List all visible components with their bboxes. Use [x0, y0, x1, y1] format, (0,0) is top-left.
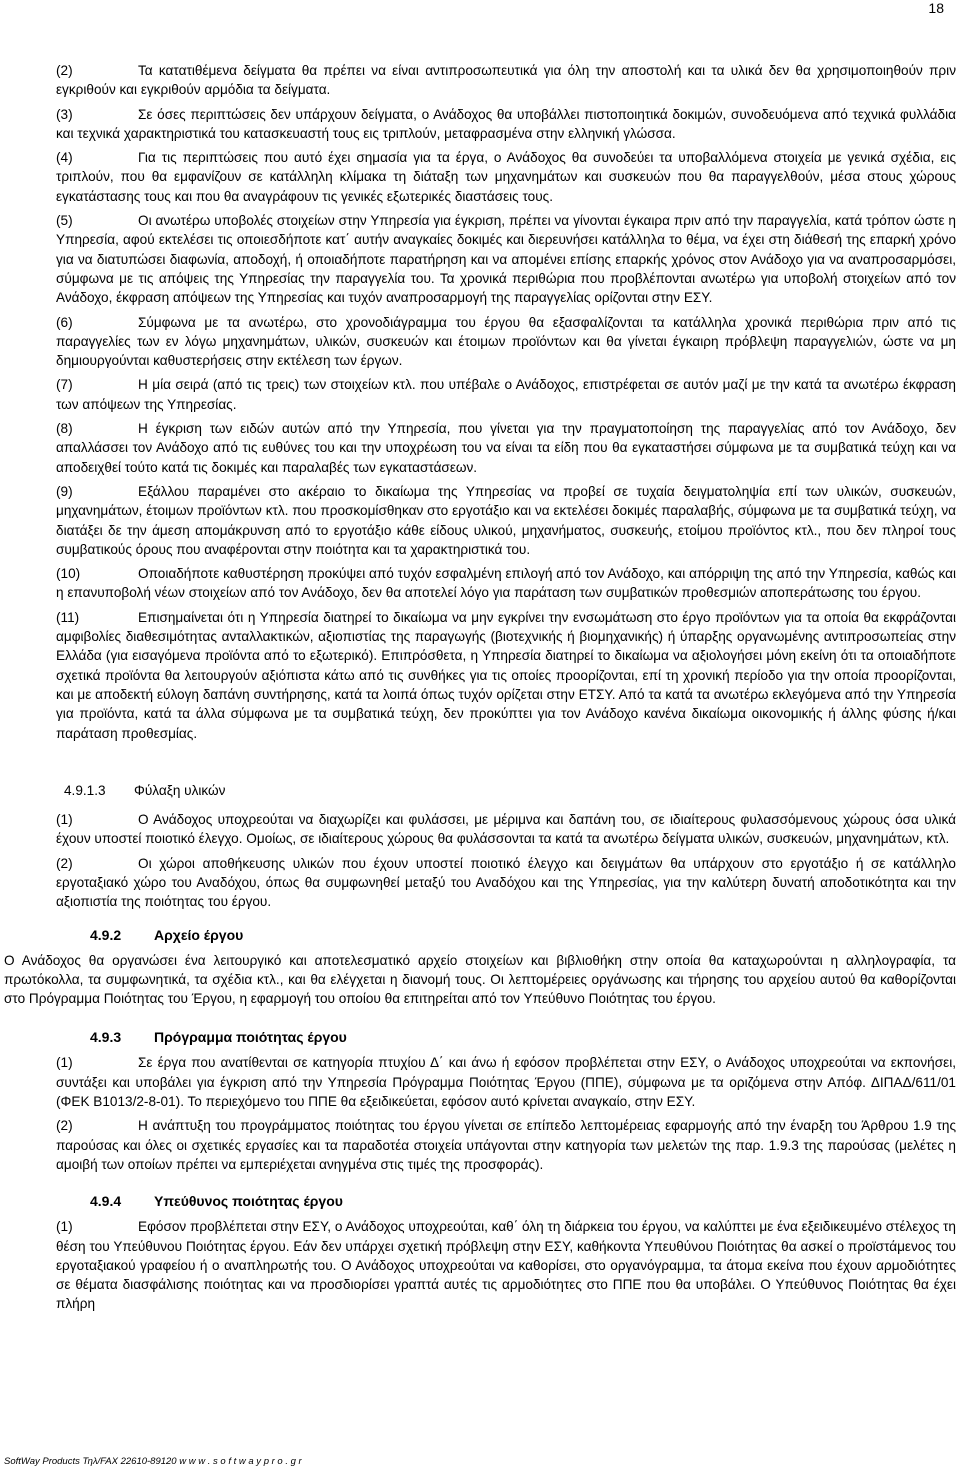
paragraph: (1) Σε έργα που ανατίθενται σε κατηγορία πτυχίου Δ΄ και άνω ή εφόσον προβλέπεται στην ΕΣΥ, ο Ανάδοχος υποχρεούται να εκπονήσει, συντάξει και υποβάλει για έγκριση από την Υπηρεσία Πρόγραμμα Ποιότητας Έργου (ΠΠΕ), σύμφωνα με τα οριζόμενα στην Απόφ. ΔΙΠΑΔ/611/01 (ΦΕΚ Β1013/2-8-01). Το περιεχόμενο του ΠΠΕ θα εξειδικεύεται, εφόσον αυτό κρίνεται αναγκαίο, στην ΕΣΥ. — [56, 1055, 956, 1110]
paragraph: (3) Σε όσες περιπτώσεις δεν υπάρχουν δείγματα, ο Ανάδοχος θα υποβάλλει πιστοποιητικά δοκιμών, συνοδευόμενα από τεχνικά φυλλάδια και τεχνικά χαρακτηριστικά του κατασκευαστή τους εις τριπλούν, μεταφρασμένα στην ελληνική γλώσσα. — [56, 106, 956, 141]
paragraph: (6) Σύμφωνα με τα ανωτέρω, στο χρονοδιάγραμμα του έργου θα εξασφαλίζονται τα κατάλληλα χρονικά περιθώρια πριν από τις παραγγελίες των εν λόγω μηχανημάτων, υλικών, συσκευών και έτοιμων προϊόντων και θα γίνεται έγκαιρη πρόβλεψη παραγγελιών, ώστε να μη δημιουργούνται καθυστερήσεις στην εκτέλεση των έργων. — [56, 314, 956, 369]
section-heading: 4.9.2 Αρχείο έργου — [90, 926, 244, 943]
paragraph: (9) Εξάλλου παραμένει στο ακέραιο το δικαίωμα της Υπηρεσίας να προβεί σε τυχαία δειγματοληψία επί των υλικών, συσκευών, μηχανημάτων, έτοιμων προϊόντων κτλ. που προσκομίσθηκαν στο εργοτάξιο και να εκτελέσει δοκιμές παραλαβής, σύμφωνα με τα συμβατικά τεύχη, να διατάξει δε την άμεση απομάκρυνση από το εργοτάξιο κάθε είδους υλικού, μηχανήματος, συσκευής, ετοίμου προϊόντος κτλ., που δεν πληροί τους συμβατικούς όρους που αναφέρονται στην ποιότητα και τα χαρακτηριστικά του. — [56, 483, 956, 557]
paragraph: (1) Ο Ανάδοχος υποχρεούται να διαχωρίζει και φυλάσσει, με μέριμνα και δαπάνη του, σε ιδιαίτερους φυλασσόμενους χώρους όσα υλικά έχουν υποστεί ποιοτικό έλεγχο. Ομοίως, σε ιδιαίτερους χώρους θα φυλάσσονται τα κατά τα ανωτέρω δείγματα υλικών, συσκευών, μηχανημάτων, κτλ. — [56, 812, 956, 847]
paragraph: (2) Η ανάπτυξη του προγράμματος ποιότητας του έργου γίνεται σε επίπεδο λεπτομέρειας εφαρμογής από την έναρξη του Άρθρου 1.9 της παρούσας και όλες οι σχετικές εργασίες και τα παραδοτέα στοιχεία υπάγονται στην κατηγορία των μελετών της παρ. 1.9.3 της παρούσας (μελέτες η αμοιβή των οποίων πρέπει να εμπεριέχεται ανηγμένα στις τιμές της προσφοράς). — [56, 1118, 956, 1172]
paragraph: (11) Επισημαίνεται ότι η Υπηρεσία διατηρεί το δικαίωμα να μην εγκρίνει την ενσωμάτωση στο έργο προϊόντων για τα οποία θα εκφράζονται αμφιβολίες διαθεσιμότητας ανταλλακτικών, αξιοπιστίας της παραγωγής (βιοτεχνικής ή βιομηχανικής) ή ύπαρξης οργανωμένης αντιπροσωπείας στην Ελλάδα (για εισαγόμενα προϊόντα από το εξωτερικό). Επιπρόσθετα, η Υπηρεσία διατηρεί το δικαίωμα να αξιολογήσει μόνη εκείνη ότι τα οποιαδήποτε σχετικά προϊόντα θα λειτουργούν αξιόπιστα κάτω από τις συνθήκες για τις οποίες προορίζονται, επί τη χρονική περίοδο για την οποία προορίζονται, και με αποδεκτή εύλογη δαπάνη συντήρησης, κατά τα λοιπά όπως τυχόν ορίζεται στην ΕΤΣΥ. Από τα κατά τα ανωτέρω εκλεγόμενα από την Υπηρεσία για προϊόντα, κατά τα άλλα σύμφωνα με τα συμβατικά τεύχη, δεν προκύπτει για τον Ανάδοχο κανένα δικαίωμα οικονομικής ή άλλης φύσης ή/και παράταση προθεσμίας. — [56, 609, 956, 741]
footer: SoftWay Products Τηλ/FAX 22610-89120 w w w . s o f t w a y p r o . g r — [4, 1456, 302, 1467]
section-heading: 4.9.4 Υπεύθυνος ποιότητας έργου — [90, 1193, 343, 1210]
paragraph: (10) Οποιαδήποτε καθυστέρηση προκύψει από τυχόν εσφαλμένη επιλογή από τον Ανάδοχο, και απόρριψη της από την Υπηρεσία, καθώς και η επανυποβολή νέων στοιχείων από τον Ανάδοχο, δεν θα αποτελεί λόγο για παράταση των συμβατικών προθεσμιών αποπεράτωσης του έργου. — [56, 566, 956, 601]
paragraph — [56, 748, 956, 767]
paragraph: (8) Η έγκριση των ειδών αυτών από την Υπηρεσία, που γίνεται για την πραγματοποίηση της παραγγελίας από τον Ανάδοχο, δεν απαλλάσσει τον Ανάδοχο από τις ευθύνες του και την υποχρέωση του να είναι τα είδη που θα εγκαταστήσει σύμφωνα με τα συμβατικά τεύχη και να αποδειχθεί τούτο κατά τις δοκιμές και παραλαβές των εγκαταστάσεων. — [56, 421, 956, 475]
paragraph: (1) Εφόσον προβλέπεται στην ΕΣΥ, ο Ανάδοχος υποχρεούται, καθ΄ όλη τη διάρκεια του έργου, να καλύπτει με ένα εξειδικευμένο στέλεχος τη θέση του Υπεύθυνου Ποιότητας έργου. Εάν δεν υπάρχει σχετική πρόβλεψη στην ΕΣΥ, καθήκοντα Υπευθύνου Ποιότητας θα ασκεί ο προϊστάμενος του εργοταξιακού γραφείου ή ο αναπληρωτής του. Ο Ανάδοχος υποχρεούται να καθορίσει, στο οργανόγραμμα, τα άτομα εκείνα που έχουν αρμοδιότητες σε θέματα διασφάλισης ποιότητας και να προσδιορίσει γραπτά αυτές τις αρμοδιότητες στο ΠΠΕ που θα υποβάλει. Ο Υπεύθυνος Ποιότητας θα έχει πλήρη — [56, 1219, 956, 1312]
paragraph: (5) Οι ανωτέρω υποβολές στοιχείων στην Υπηρεσία για έγκριση, πρέπει να γίνονται έγκαιρα πριν από την παραγγελία, κατά τρόπον ώστε η Υπηρεσία, αφού εκτελέσει τις οποιεσδήποτε κατ΄ αυτήν αναγκαίες δοκιμές και διερευνήσει κατάλληλα το θέμα, να έχει στη διάθεσή της επαρκή χρόνο για να διατυπώσει διαφωνία, αποδοχή, ή οποιαδήποτε παρατήρηση και να απομένει επίσης επαρκής χρόνος στον Ανάδοχο για να αναπροσαρμόσει, σύμφωνα με τις απόψεις της Υπηρεσίας την παραγγελία του. Τα χρονικά περιθώρια που προβλέπονται ανωτέρω για υποβολή στοιχείων από τον Ανάδοχο, έκφραση απόψεων της Υπηρεσίας και τυχόν αναπροσαρμογή της παραγγελίας ορίζονται στην ΕΣΥ. — [56, 213, 956, 306]
paragraph: (7) Η μία σειρά (από τις τρεις) των στοιχείων κτλ. που υπέβαλε ο Ανάδοχος, επιστρέφεται σε αυτόν μαζί με την κατά τα ανωτέρω έκφραση των απόψεων της Υπηρεσίας. — [56, 377, 956, 412]
section-heading: 4.9.3 Πρόγραμμα ποιότητας έργου — [90, 1029, 347, 1046]
paragraph: (4) Για τις περιπτώσεις που αυτό έχει σημασία για τα έργα, ο Ανάδοχος θα συνοδεύει τα υποβαλλόμενα στοιχεία με γενικά σχέδια, εις τριπλούν, που θα εμφανίζουν σε κατάλληλη κλίμακα τη διάταξη των μηχανημάτων και συσκευών που θα παραγγελθούν, μέσα στους χώρους εγκατάστασης τους και που θα αναγράφουν τις γενικές εξωτερικές διαστάσεις τους. — [56, 150, 956, 204]
paragraph: (2) Τα κατατιθέμενα δείγματα θα πρέπει να είναι αντιπροσωπευτικά για όλη την αποστολή και τα υλικά δεν θα χρησιμοποιηθούν πριν εγκριθούν και εγκριθούν αρμόδια τα δείγματα. — [56, 63, 956, 98]
document-body — [4, 61, 956, 1319]
paragraph: Ο Ανάδοχος θα οργανώσει ένα λειτουργικό και αποτελεσματικό αρχείο στοιχείων και βιβλιοθήκη στην οποία θα καταχωρούνται η αλληλογραφία, τα πρωτόκολλα, τα συμφωνητικά, τα σχέδια κτλ., και θα ελέγχεται η διανομή τους. Οι λεπτομέρειες οργάνωσης και τήρησης του αρχείου αυτού θα καθορίζονται στο Πρόγραμμα Ποιότητας του Έργου, η εφαρμογή του οποίου θα επιτηρείται από τον Υπεύθυνο Ποιότητας του έργου. — [4, 952, 956, 1007]
subsection-heading: 4.9.1.3 Φύλαξη υλικών — [64, 783, 226, 799]
paragraph: (2) Οι χώροι αποθήκευσης υλικών που έχουν υποστεί ποιοτικό έλεγχο και δειγμάτων θα υπάρχουν στο εργοτάξιο ή σε κατάλληλο εργοταξιακό χώρο του Αναδόχου, όπως θα συμφωνηθεί μεταξύ του Αναδόχου και της Υπηρεσίας, για την καλύτερη δυνατή αποδοτικότητα και την αξιοπιστία της ποιότητας του έργου. — [56, 855, 956, 910]
page-number: 18 — [928, 0, 944, 16]
